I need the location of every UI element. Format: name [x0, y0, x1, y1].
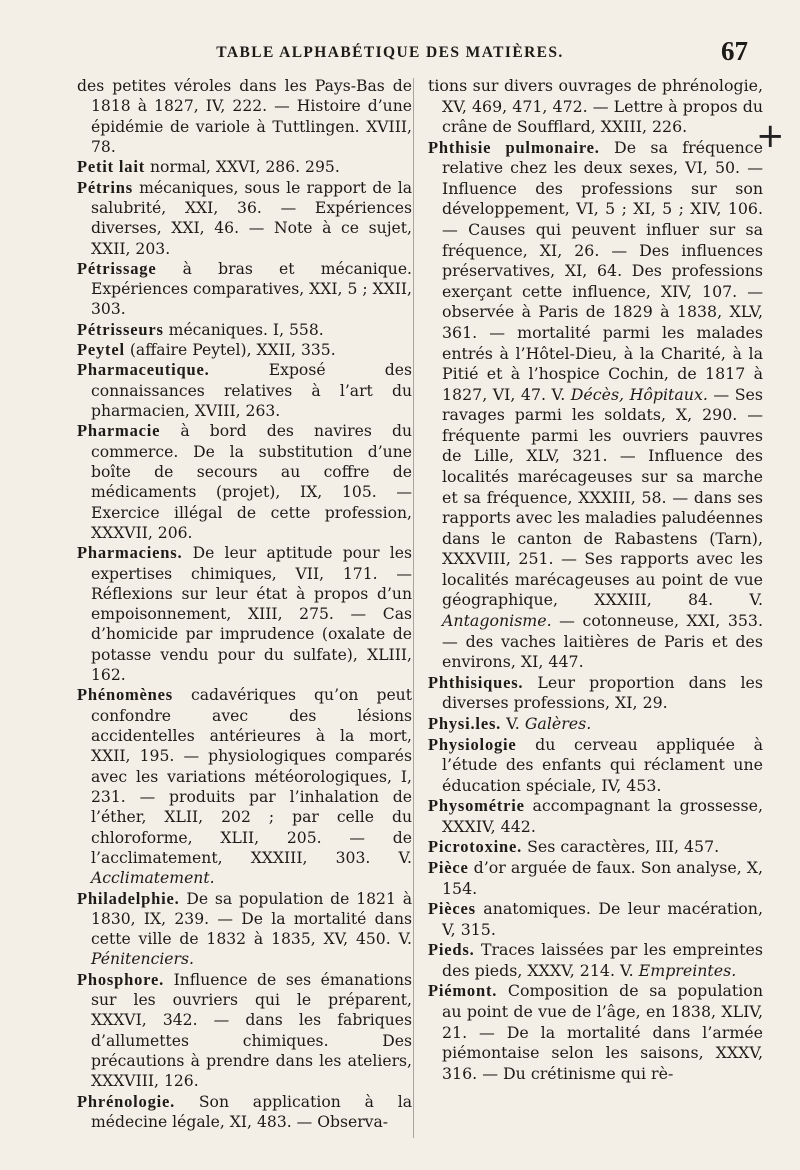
entry-text: du cerveau appliquée à l’étude des enfants qui réclament une éducation spéciale, IV, 453. — [442, 734, 763, 795]
entry-term: Physométrie — [428, 796, 525, 816]
index-entry — [77, 889, 412, 970]
entry-see-also: Décès, Hôpitaux. — [565, 384, 708, 404]
index-entry — [428, 858, 763, 899]
entry-term: Physi.les. — [428, 713, 502, 733]
column-divider — [413, 78, 414, 1138]
entry-term: Pharmaciens. — [77, 543, 183, 563]
index-entry — [77, 340, 412, 360]
entry-text: Traces laissées par les empreintes des pieds, XXXV, 214. V. — [442, 940, 763, 980]
entry-text: De sa fréquence relative chez les deux sexes, VI, 50. — Influence des professions sur son développement, VI, 5 ; XI, 5 ; XIV, 106. — Causes qui peuvent influer sur sa fréquence, XI, 26. — Des influences préservatives, XI, 64. Des professions exerçant cette influence, XIV, 107. — observée à Paris de 1829 à 1838, XLV, 361. — mortalité parmi les malades entrés à l’Hôtel-Dieu, à la Charité, à la Pitié et à l’hospice Cochin, de 1817 à 1827, VI, 47. V. — [442, 137, 763, 404]
entry-term: Phénomènes — [77, 685, 173, 705]
index-entry — [77, 157, 412, 177]
index-entry — [428, 837, 763, 858]
entry-term: Pétrins — [77, 177, 134, 197]
entry-text: d’or arguée de faux. Son analyse, X, 154. — [442, 857, 764, 898]
entry-text: (affaire Peytel), XXII, 335. — [124, 341, 336, 360]
left-column — [77, 76, 412, 1132]
index-entry — [428, 940, 763, 981]
entry-term: Phosphore. — [77, 969, 165, 989]
index-entry — [77, 685, 412, 888]
entry-text: des petites véroles dans les Pays-Bas de 1818 à 1827, IV, 222. — Histoire d’une épidémie de variole à Tuttlingen. XVIII, 78. — [77, 77, 412, 156]
index-entry — [77, 259, 412, 320]
entry-text: — cotonneuse, XXI, 353. — des vaches laitières de Paris et des environs, XI, 447. — [442, 611, 763, 672]
entry-see-also: Pénitenciers. — [91, 950, 194, 969]
entry-term: Pièce — [428, 857, 469, 877]
entry-text: mécaniques, sous le rapport de la salubrité, XXI, 36. — Expériences diverses, XXI, 46. — Note à ce sujet, XXII, 203. — [91, 178, 412, 258]
entry-term: Pharmaceutique. — [77, 360, 210, 380]
index-entry — [77, 178, 412, 259]
index-entry — [428, 735, 763, 797]
index-entry — [428, 138, 763, 673]
index-entry — [428, 796, 763, 837]
entry-term: Phthisiques. — [428, 672, 524, 692]
entry-text: — Ses ravages parmi les soldats, X, 290. — fréquente parmi les ouvriers pauvres de Lille, XLV, 321. — Influence des localités marécageuses sur sa marche et sa fréquence, XXXIII, 58. — dans ses rapports avec les maladies paludéennes dans le canton de Rabastens (Tarn), XXXVIII, 251. — Ses rapports avec les localités marécageuses au point de vue géographique, XXXIII, 84. V. — [442, 384, 764, 610]
margin-annotation: + — [756, 116, 785, 156]
index-entry — [77, 76, 412, 157]
index-entry — [428, 714, 763, 735]
entry-see-also: Galères. — [519, 713, 592, 733]
entry-term: Phthisie pulmonaire. — [428, 137, 600, 157]
entry-text: V. — [501, 713, 520, 733]
right-column — [428, 76, 763, 1084]
index-entry — [77, 543, 412, 685]
entry-text: Leur proportion dans les diverses professions, XI, 29. — [442, 672, 763, 713]
entry-text: anatomiques. De leur macération, V, 315. — [442, 899, 763, 939]
index-entry — [77, 1092, 412, 1133]
index-entry — [77, 970, 412, 1092]
entry-see-also: Empreintes. — [633, 960, 737, 980]
entry-text: Composition de sa population au point de vue de l’âge, en 1838, XLIV, 21. — De la mortalité dans l’armée piémontaise selon les saisons, XXXV, 316. — Du crétinisme qui rè- — [442, 981, 763, 1083]
entry-text: Ses caractères, III, 457. — [522, 837, 720, 857]
entry-text: Influence de ses émanations sur les ouvriers qui le préparent, XXXVI, 342. — dans les fabriques d’allumettes chimiques. Des précautions à prendre dans les ateliers, XXXVIII, 126. — [91, 970, 412, 1091]
entry-text: normal, XXVI, 286. 295. — [145, 158, 340, 177]
entry-text: mécaniques. I, 558. — [163, 320, 324, 339]
index-entry — [77, 360, 412, 421]
entry-term: Pétrisseurs — [77, 319, 164, 339]
entry-text: De leur aptitude pour les expertises chimiques, VII, 171. — Réflexions sur leur état à propos d’un empoisonnement, XIII, 275. — Cas d’homicide par imprudence (oxalate de potasse vendu pour du sulfate), XLIII, 162. — [91, 544, 412, 685]
entry-term: Piémont. — [428, 981, 498, 1001]
entry-term: Pièces — [428, 899, 476, 919]
entry-term: Pharmacie — [77, 421, 161, 441]
entry-text: accompagnant la grossesse, XXXIV, 442. — [442, 796, 763, 836]
entry-term: Philadelphie. — [77, 888, 180, 908]
index-entry — [77, 320, 412, 340]
index-entry — [428, 981, 763, 1084]
entry-text: Son application à la médecine légale, XI, 483. — Observa- — [91, 1092, 412, 1131]
entry-text: à bord des navires du commerce. De la substitution d’une boîte de secours au coffre de médicaments (projet), IX, 105. — Exercice illégal de cette profession, XXXVII, 206. — [91, 422, 412, 542]
index-entry — [77, 421, 412, 543]
entry-term: Petit lait — [77, 157, 146, 177]
entry-text: De sa population de 1821 à 1830, IX, 239. — De la mortalité dans cette ville de 1832 à 1835, XV, 450. V. — [91, 889, 412, 949]
running-title: TABLE ALPHABÉTIQUE DES MATIÈRES. — [216, 44, 564, 61]
entry-term: Phrénologie. — [77, 1091, 176, 1111]
entry-term: Pieds. — [428, 940, 475, 960]
index-entry — [428, 899, 763, 940]
index-entry — [428, 673, 763, 714]
entry-term: Picrotoxine. — [428, 837, 523, 857]
entry-term: Peytel — [77, 340, 125, 360]
entry-text: à bras et mécanique. Expériences comparatives, XXI, 5 ; XXII, 303. — [91, 259, 413, 319]
page-number: 67 — [721, 36, 748, 66]
entry-text: Exposé des connaissances relatives à l’art du pharmacien, XVIII, 263. — [91, 361, 412, 420]
running-head — [70, 36, 760, 70]
entry-text: tions sur divers ouvrages de phrénologie, XV, 469, 471, 472. — Lettre à propos du crâne de Soufflard, XXIII, 226. — [428, 76, 763, 137]
entry-text: cadavériques qu’on peut confondre avec des lésions accidentelles antérieures à la mort, XXII, 195. — physiologiques comparés avec les variations météorologiques, I, 231. — produits par l’inhalation de l’éther, XLII, 202 ; par celle du chloroforme, XLII, 205. — de l’acclimatement, XXXIII, 303. V. — [91, 686, 412, 867]
index-entry — [428, 76, 763, 138]
entry-see-also: Acclimatement. — [91, 869, 215, 888]
entry-term: Pétrissage — [77, 258, 157, 278]
entry-see-also: Antagonisme. — [442, 611, 552, 631]
entry-term: Physiologie — [428, 734, 517, 754]
